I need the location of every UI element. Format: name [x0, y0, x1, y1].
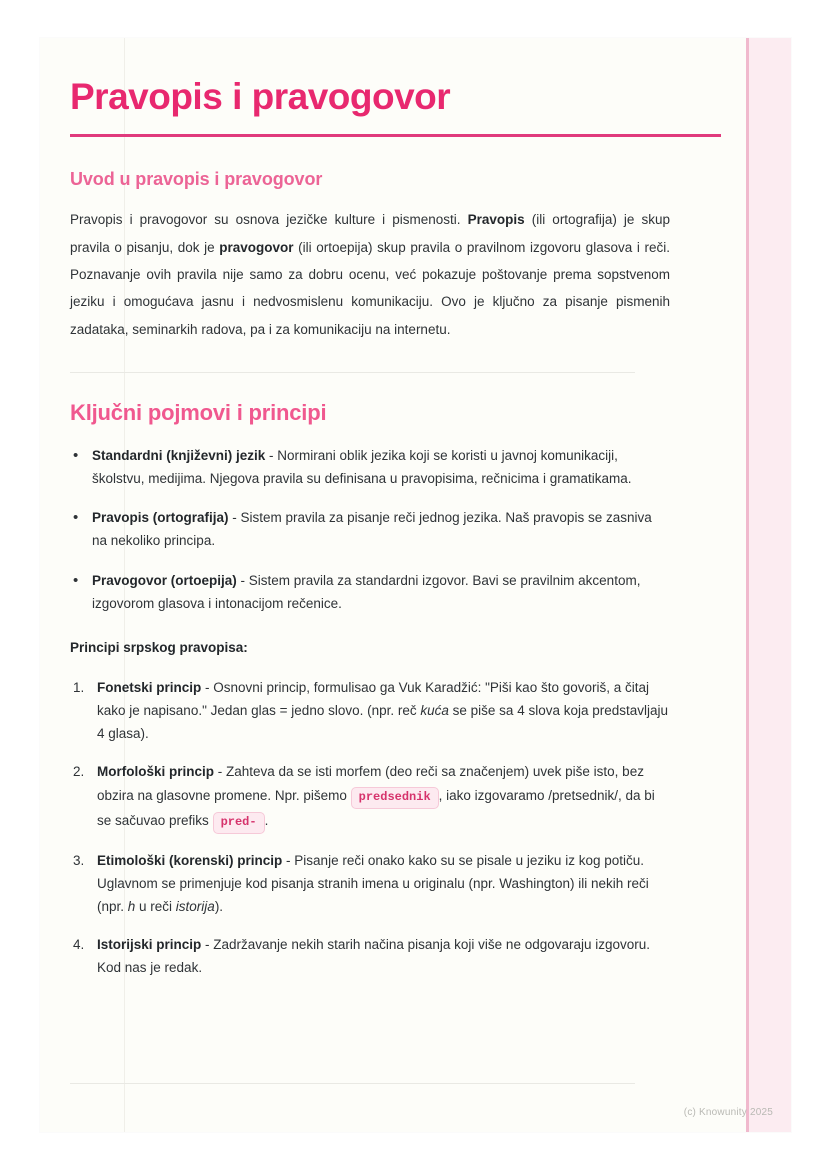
document-content — [70, 38, 670, 1132]
numbered-item-italic-2: istorija — [175, 898, 215, 914]
list-item-term: Pravopis (ortografija) — [92, 510, 229, 526]
list-item-text: - Normirani oblik jezika koji se koristi u javnoj komunikaciji, školstvu, medijima. Njegova pravila su definisana u pravopisima, rečnicima i gramatikama. — [92, 447, 632, 486]
list-item-term: Standardni (književni) jezik — [92, 447, 266, 463]
intro-bold-pravopis: Pravopis — [467, 212, 525, 228]
code-chip-predsednik: predsednik — [351, 787, 439, 809]
intro-bold-pravogovor: pravogovor — [219, 239, 294, 255]
principles-numbered-list — [70, 659, 670, 980]
page-title: Pravopis i pravogovor — [70, 76, 451, 117]
numbered-item-text-1: - Zahteva da se isti morfem (deo reči sa značenjem) uvek piše isto, bez obzira na glasovne promene. Npr. pišemo — [97, 764, 644, 803]
table-row — [70, 760, 670, 833]
section-heading-key-concepts: Ključni pojmovi i principi — [70, 399, 327, 425]
numbered-item-term: Istorijski princip — [97, 937, 202, 953]
section-heading-intro: Uvod u pravopis i pravogovor — [70, 169, 323, 190]
decorative-edge-band — [749, 38, 791, 1132]
numbered-item-text-2: u reči — [135, 898, 176, 914]
document-page — [40, 38, 791, 1132]
intro-paragraph — [70, 190, 670, 342]
list-item — [70, 506, 670, 552]
numbered-item-italic-1: kuća — [420, 702, 449, 718]
numbered-item-text-1: - Osnovni princip, formulisao ga Vuk Karadžić: "Piši kao što govoriš, a čitaj kako je napisano." Jedan glas = jedno slovo. (npr. reč — [97, 679, 649, 718]
intro-text-1: Pravopis i pravogovor su osnova jezičke kulture i pismenosti. — [70, 212, 468, 228]
numbered-item-text-3: ). — [214, 898, 224, 914]
numbered-item-text-2: , iako izgovaramo /pretsednik/, da bi se sačuvao prefiks — [97, 787, 655, 828]
numbered-item-italic-1: h — [127, 898, 136, 914]
numbered-item-text-1: - Zadržavanje nekih starih načina pisanja koji više ne odgovaraju izgovoru. Kod nas je redak. — [97, 937, 651, 976]
footer-copyright: (c) Knowunity 2025 — [683, 1107, 773, 1118]
key-concepts-list — [70, 426, 670, 615]
numbered-item-term: Etimološki (korenski) princip — [97, 852, 283, 868]
numbered-item-term: Fonetski princip — [97, 679, 202, 695]
footer-divider — [70, 1083, 635, 1084]
code-chip-pred: pred- — [213, 812, 265, 834]
table-row — [70, 849, 670, 919]
decorative-edge-rule — [746, 38, 749, 1132]
numbered-item-term: Morfološki princip — [97, 764, 215, 780]
numbered-item-text-3: . — [264, 812, 269, 828]
table-row — [70, 933, 670, 979]
list-item-term: Pravogovor (ortoepija) — [92, 572, 237, 588]
list-item — [70, 444, 670, 490]
list-item — [70, 569, 670, 615]
list-item-text: - Sistem pravila za standardni izgovor. Bavi se pravilnim akcentom, izgovorom glasova i intonacijom rečenice. — [92, 572, 641, 611]
numbered-item-text-1: - Pisanje reči onako kako su se pisale u jeziku iz kog potiču. Uglavnom se primenjuje kod pisanja stranih imena u originalu (npr. Washington) ili nekih reči (npr. — [97, 852, 649, 914]
intro-text-2: (ili ortografija) je skup pravila o pisanju, dok je — [70, 212, 671, 255]
table-row — [70, 676, 670, 746]
subheading-principles: Principi srpskog pravopisa: — [70, 640, 248, 656]
list-item-text: - Sistem pravila za pisanje reči jednog jezika. Naš pravopis se zasniva na nekoliko principa. — [92, 510, 652, 549]
intro-text-3: (ili ortoepija) skup pravila o pravilnom izgovoru glasova i reči. Poznavanje ovih pravila nije samo za dobru ocenu, već pokazuje poštovanje prema sopstvenom jeziku i omogućava jasnu i nedvosmislenu komunikaciju. Ovo je ključno za pisanje pismenih zadataka, seminarkih radova, pa i za komunikaciju na internetu. — [70, 239, 670, 337]
numbered-item-text-2: se piše sa 4 slova koja predstavljaju 4 glasa). — [97, 702, 669, 742]
